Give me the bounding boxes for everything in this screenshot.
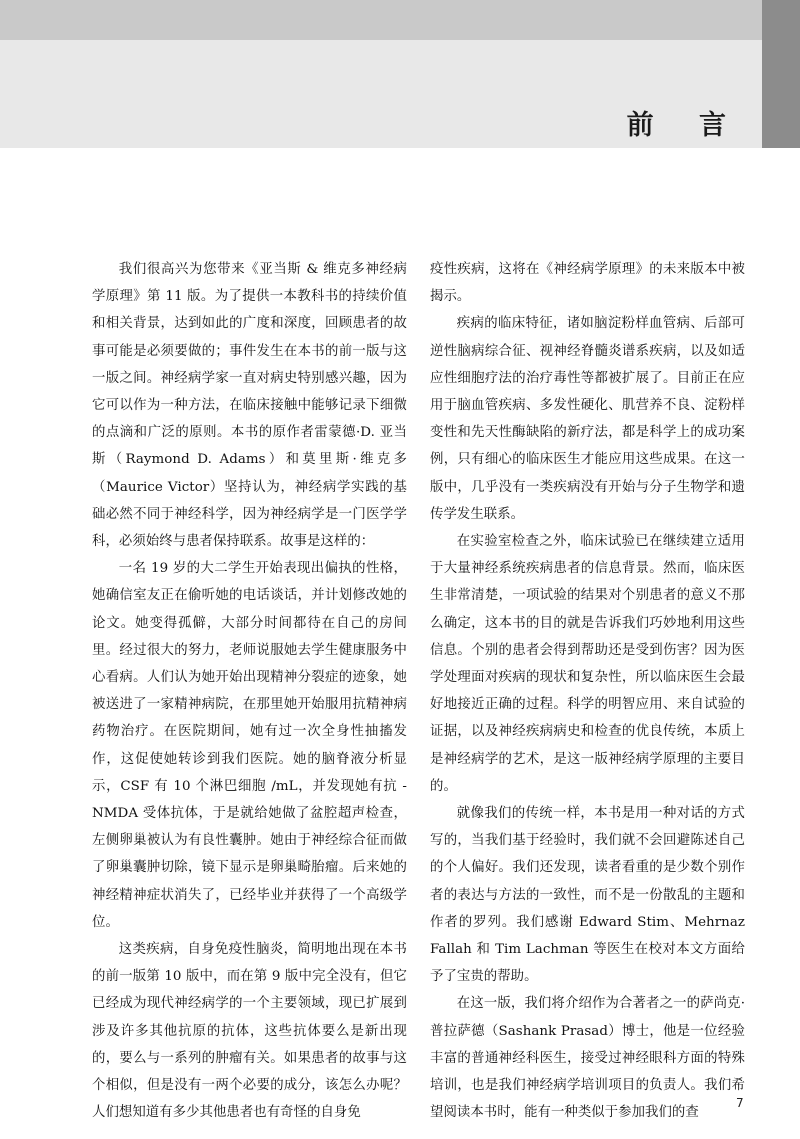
header-top-band <box>0 0 762 40</box>
paragraph: 在这一版，我们将介绍作为合著者之一的萨尚克·普拉萨德（Sashank Prasad）博士，他是一位经验丰富的普通神经科医生，接受过神经眼科方面的特殊培训，也是我们神经病学培训项目的负责人。我们希望阅读本书时，能有一种类似于参加我们的查 <box>430 996 745 1121</box>
paragraph: 就像我们的传统一样，本书是用一种对话的方式写的，当我们基于经验时，我们就不会回避陈述自己的个人偏好。我们还发现，读者看重的是少数个别作者的表达与方法的一致性，而不是一份散乱的主题和作者的罗列。我们感谢 Edward Stim、Mehrnaz Fallah 和 Tim Lachman 等医生在校对本文方面给予了宝贵的帮助。 <box>430 806 745 985</box>
paragraph: 在实验室检查之外，临床试验已在继续建立适用于大量神经系统疾病患者的信息背景。然而，临床医生非常清楚，一项试验的结果对个别患者的意义不那么确定，这本书的目的就是告诉我们巧妙地利用这些信息。个别的患者会得到帮助还是受到伤害？因为医学处理面对疾病的现状和复杂性，所以临床医生会最好地接近正确的过程。科学的明智应用、来自试验的证据，以及神经疾病病史和检查的优良传统，本质上是神经病学的艺术，是这一版神经病学原理的主要目的。 <box>430 534 745 794</box>
page-number: 7 <box>736 1096 744 1110</box>
paragraph: 疾病的临床特征，诸如脑淀粉样血管病、后部可逆性脑病综合征、视神经脊髓炎谱系疾病，以及如适应性细胞疗法的治疗毒性等都被扩展了。目前正在应用于脑血管疾病、多发性硬化、肌营养不良、淀粉样变性和先天性酶缺陷的新疗法，都是科学上的成功案例，只有细心的临床医生才能应用这些成果。在这一版中，几乎没有一类疾病没有开始与分子生物学和遗传学发生联系。 <box>430 316 745 522</box>
chapter-side-tab <box>762 0 800 148</box>
right-column <box>430 256 745 1127</box>
paragraph: 我们很高兴为您带来《亚当斯 & 维克多神经病学原理》第 11 版。为了提供一本教科书的持续价值和相关背景，达到如此的广度和深度，回顾患者的故事可能是必须要做的；事件发生在本书的前一版与这一版之间。神经病学家一直对病史特别感兴趣，因为它可以作为一种方法，在临床接触中能够记录下细微的点滴和广泛的原则。本书的原作者雷蒙德·D. 亚当斯（Raymond D. Adams）和莫里斯·维克多（Maurice Victor）坚持认为，神经病学实践的基础必然不同于神经科学，因为神经病学是一门医学学科，必须始终与患者保持联系。故事是这样的： <box>92 262 407 550</box>
paragraph: 这类疾病，自身免疫性脑炎，简明地出现在本书的前一版第 10 版中，而在第 9 版中完全没有，但它已经成为现代神经病学的一个主要领域，现已扩展到涉及许多其他抗原的抗体，这些抗体要么是新出现的，要么与一系列的肿瘤有关。如果患者的故事与这个相似，但是没有一两个必要的成分，该怎么办呢？人们想知道有多少其他患者也有奇怪的自身免 <box>92 942 407 1121</box>
paragraph-continued: 疫性疾病，这将在《神经病学原理》的未来版本中被揭示。 <box>430 262 745 305</box>
page-title: 前 言 <box>626 110 744 141</box>
left-column <box>92 256 407 1127</box>
paragraph: 一名 19 岁的大二学生开始表现出偏执的性格，她确信室友正在偷听她的电话谈话，并计划修改她的论文。她变得孤僻，大部分时间都待在自己的房间里。经过很大的努力，老师说服她去学生健康服务中心看病。人们认为她开始出现精神分裂症的迹象，她被送进了一家精神病院，在那里她开始服用抗精神病药物治疗。在医院期间，她有过一次全身性抽搐发作，这促使她转诊到我们医院。她的脑脊液分析显示，CSF 有 10 个淋巴细胞 /mL，并发现她有抗 -NMDA 受体抗体，于是就给她做了盆腔超声检查，左侧卵巢被认为有良性囊肿。她由于神经综合征而做了卵巢囊肿切除，镜下显示是卵巢畸胎瘤。后来她的神经精神症状消失了，已经毕业并获得了一个高级学位。 <box>92 561 407 930</box>
